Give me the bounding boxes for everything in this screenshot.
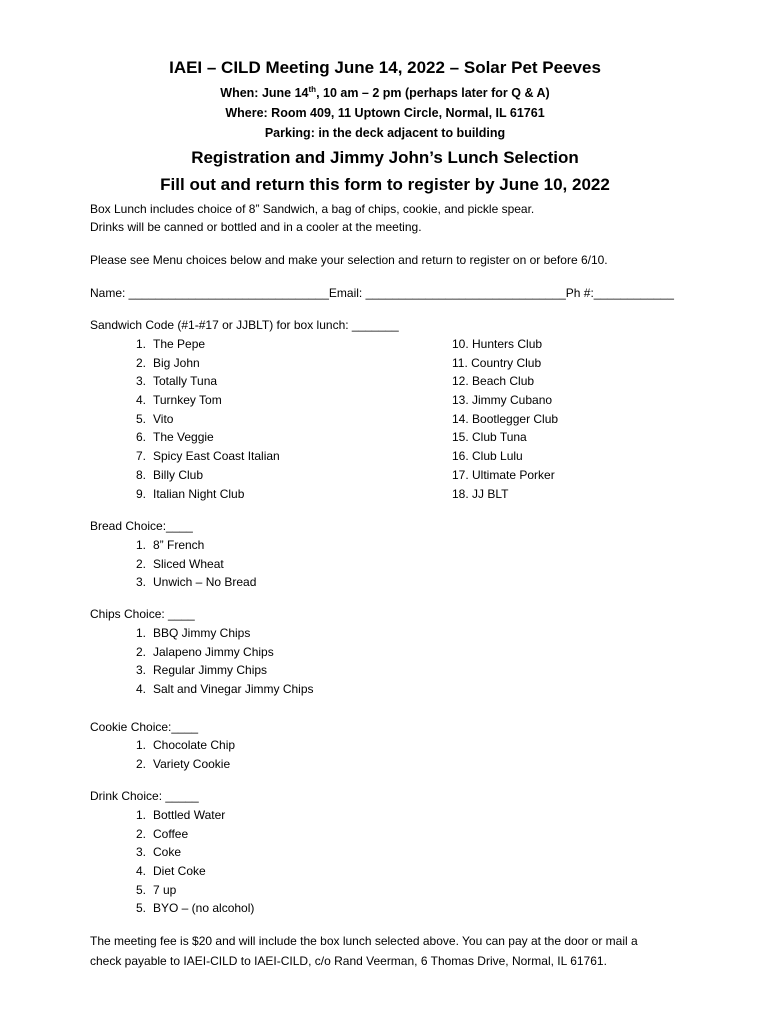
- list-item-number: 1.: [136, 626, 147, 640]
- cookie-choice-list: [136, 737, 235, 774]
- chips-option: [136, 681, 314, 700]
- sandwich-option: [136, 429, 280, 448]
- page-title: IAEI – CILD Meeting June 14, 2022 – Solar Pet Peeves: [169, 58, 601, 77]
- list-item-label: Diet Coke: [153, 864, 206, 879]
- bread-option: [136, 537, 256, 556]
- list-item-label: The Veggie: [153, 430, 214, 445]
- list-item-label: BBQ Jimmy Chips: [153, 626, 251, 640]
- list-item-label: Unwich – No Bread: [153, 575, 257, 590]
- list-item-label: The Pepe: [153, 337, 206, 351]
- drink-option: [136, 882, 254, 901]
- list-item-label: 8” French: [153, 538, 205, 552]
- sandwich-option: [136, 411, 280, 430]
- drink-option: [136, 863, 254, 882]
- list-item-label: Totally Tuna: [153, 374, 218, 389]
- contact-fields-line[interactable]: Name: ______________________________Email: ______________________________Ph #:____________: [90, 286, 674, 300]
- meeting-where: Where: Room 409, 11 Uptown Circle, Normal, IL 61761: [225, 106, 545, 120]
- cookie-choice-heading[interactable]: Cookie Choice:____: [90, 720, 199, 734]
- list-item-number: 5.: [136, 882, 147, 897]
- list-item-label: Variety Cookie: [153, 756, 231, 771]
- list-item-label: Bottled Water: [153, 808, 226, 822]
- drink-choice-heading[interactable]: Drink Choice: _____: [90, 789, 199, 803]
- list-item-number: 1.: [136, 808, 147, 822]
- list-item-label: Salt and Vinegar Jimmy Chips: [153, 682, 314, 697]
- sandwich-list-left: [136, 336, 280, 504]
- list-item-label: Billy Club: [153, 467, 204, 482]
- list-item-label: Chocolate Chip: [153, 738, 236, 752]
- list-item-label: Coffee: [153, 826, 189, 841]
- fee-info-line-2: check payable to IAEI-CILD to IAEI-CILD, c/o Rand Veerman, 6 Thomas Drive, Normal, IL 61761.: [90, 954, 607, 968]
- fee-info-line-1: The meeting fee is $20 and will include the box lunch selected above. You can pay at the door or mail a: [90, 934, 638, 948]
- list-item-number: 4.: [136, 682, 147, 697]
- list-item-number: 2.: [136, 556, 147, 571]
- sandwich-option: 12. Beach Club: [452, 374, 535, 389]
- drink-option: [136, 807, 254, 826]
- list-item-label: Jalapeno Jimmy Chips: [153, 644, 274, 659]
- list-item-label: Italian Night Club: [153, 486, 245, 501]
- sandwich-option: [136, 448, 280, 467]
- list-item-label: BYO – (no alcohol): [153, 901, 255, 916]
- cookie-option: [136, 737, 235, 756]
- bread-option: [136, 574, 256, 593]
- list-item-label: Big John: [153, 355, 200, 370]
- list-item-number: 3.: [136, 575, 147, 590]
- sandwich-option: [136, 392, 280, 411]
- drink-option: [136, 826, 254, 845]
- list-item-label: Vito: [153, 411, 174, 426]
- list-item-number: 5.: [136, 901, 147, 916]
- sandwich-option: 10. Hunters Club: [452, 337, 543, 351]
- list-item-number: 1.: [136, 337, 147, 351]
- list-item-number: 2.: [136, 355, 147, 370]
- list-item-number: 9.: [136, 486, 147, 501]
- sandwich-option: [136, 486, 280, 505]
- sandwich-option: [136, 467, 280, 486]
- drink-option: [136, 844, 254, 863]
- list-item-label: Regular Jimmy Chips: [153, 663, 268, 678]
- sandwich-option: [136, 336, 280, 355]
- sandwich-option: 18. JJ BLT: [452, 486, 509, 501]
- list-item-number: 7.: [136, 449, 147, 464]
- sandwich-option: 17. Ultimate Porker: [452, 467, 555, 482]
- chips-option: [136, 662, 314, 681]
- list-item-number: 2.: [136, 826, 147, 841]
- sandwich-list-right: [452, 336, 558, 504]
- sandwich-option: 13. Jimmy Cubano: [452, 393, 553, 408]
- bread-choice-list: [136, 537, 256, 593]
- list-item-number: 3.: [136, 663, 147, 678]
- list-item-number: 4.: [136, 393, 147, 408]
- drink-choice-list: [136, 807, 254, 919]
- list-item-number: 4.: [136, 864, 147, 879]
- list-item-number: 1.: [136, 738, 147, 752]
- list-item-label: Turnkey Tom: [153, 393, 222, 408]
- intro-instructions: Please see Menu choices below and make your selection and return to register on or before 6/10.: [90, 253, 608, 267]
- sandwich-option: 16. Club Lulu: [452, 449, 523, 464]
- list-item-number: 2.: [136, 756, 147, 771]
- bread-option: [136, 556, 256, 575]
- list-item-label: Sliced Wheat: [153, 556, 224, 571]
- drink-option: [136, 900, 254, 919]
- sandwich-code-heading[interactable]: Sandwich Code (#1-#17 or JJBLT) for box lunch: _______: [90, 318, 399, 332]
- chips-choice-list: [136, 625, 314, 700]
- sandwich-option: 11. Country Club: [452, 355, 542, 370]
- sandwich-option: [136, 355, 280, 374]
- cookie-option: [136, 756, 235, 775]
- sandwich-option: 15. Club Tuna: [452, 430, 527, 445]
- registration-deadline: Fill out and return this form to register by June 10, 2022: [160, 175, 610, 194]
- list-item-number: 8.: [136, 467, 147, 482]
- intro-drinks: Drinks will be canned or bottled and in a cooler at the meeting.: [90, 220, 422, 234]
- list-item-number: 2.: [136, 644, 147, 659]
- chips-option: [136, 644, 314, 663]
- list-item-number: 1.: [136, 538, 147, 552]
- list-item-label: Spicy East Coast Italian: [153, 449, 280, 464]
- meeting-parking: Parking: in the deck adjacent to building: [264, 126, 506, 140]
- bread-choice-heading[interactable]: Bread Choice:____: [90, 519, 193, 533]
- registration-subtitle: Registration and Jimmy John’s Lunch Selection: [191, 148, 579, 167]
- list-item-number: 5.: [136, 411, 147, 426]
- list-item-label: Coke: [153, 845, 182, 860]
- list-item-number: 3.: [136, 845, 147, 860]
- list-item-label: 7 up: [153, 882, 177, 897]
- sandwich-option: [136, 373, 280, 392]
- chips-option: [136, 625, 314, 644]
- meeting-when: When: June 14th, 10 am – 2 pm (perhaps later for Q & A): [220, 85, 550, 101]
- list-item-number: 3.: [136, 374, 147, 389]
- intro-box-lunch: Box Lunch includes choice of 8” Sandwich, a bag of chips, cookie, and pickle spear.: [90, 202, 535, 216]
- chips-choice-heading[interactable]: Chips Choice: ____: [90, 607, 195, 621]
- list-item-number: 6.: [136, 430, 147, 445]
- sandwich-option: 14. Bootlegger Club: [452, 411, 559, 426]
